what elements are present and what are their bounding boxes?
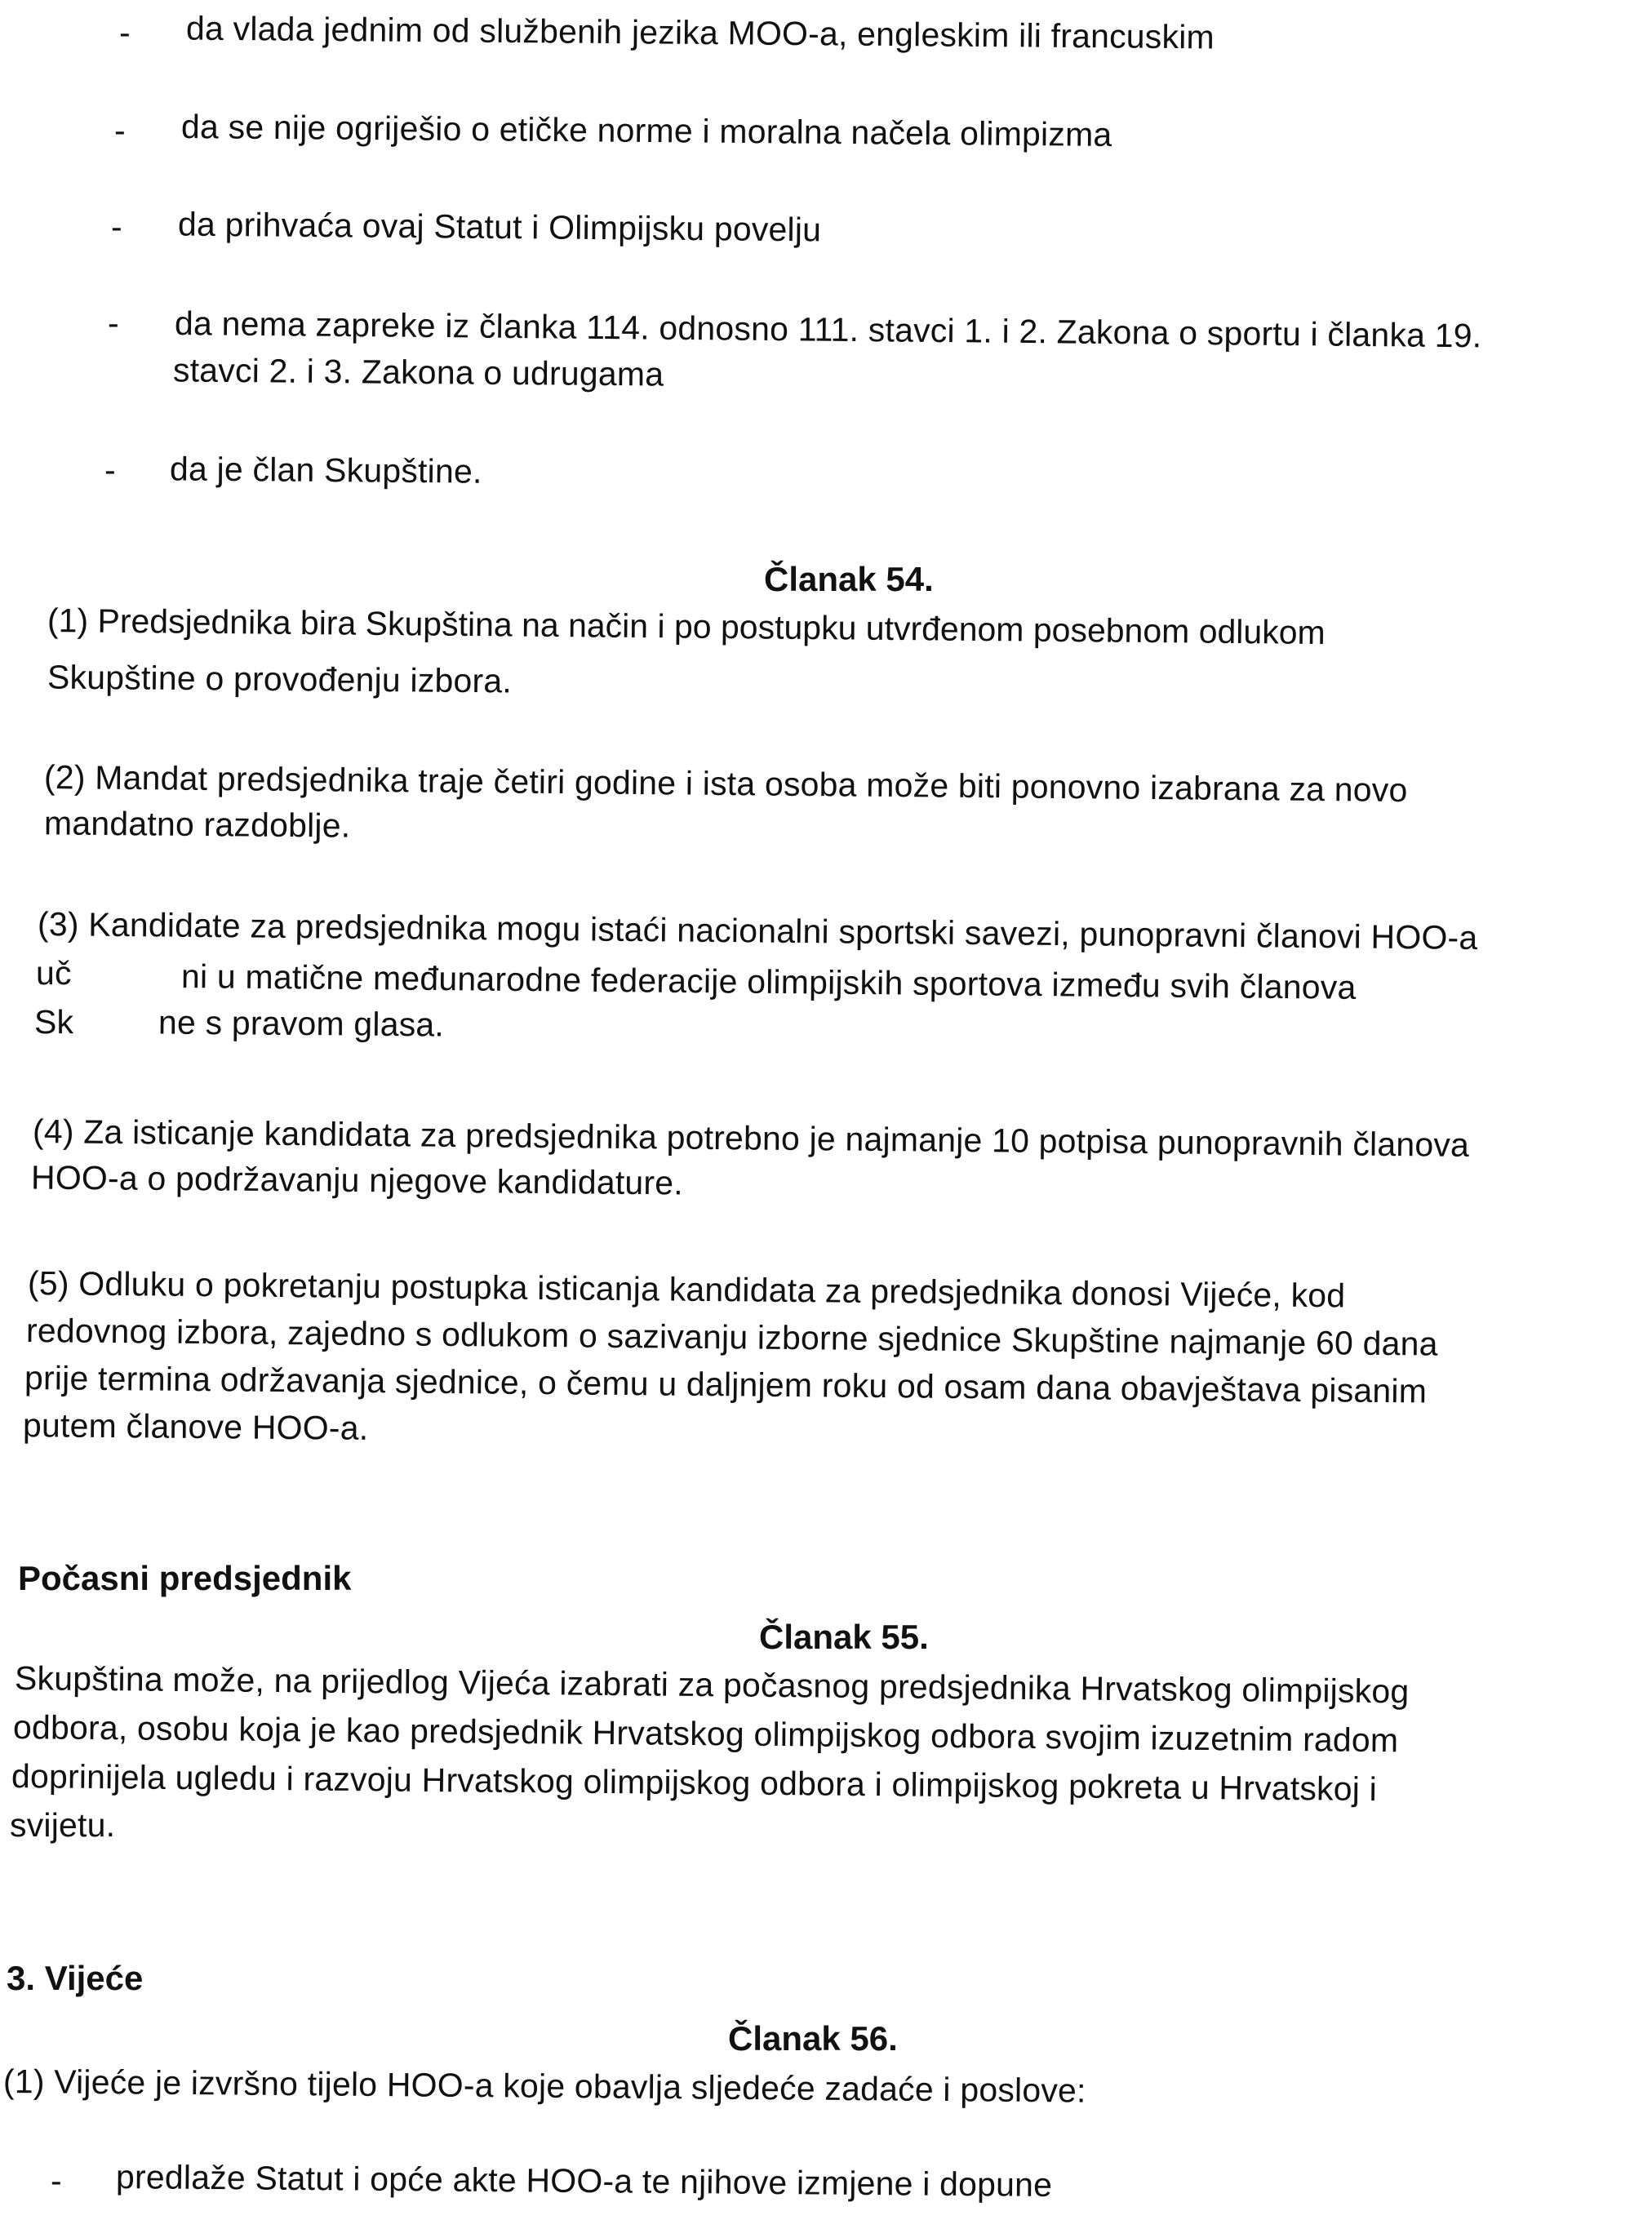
- article-54-p5-line4: putem članove HOO-a.: [22, 1406, 369, 1447]
- list-item: da se nije ogriješio o etičke norme i moralna načela olimpizma: [180, 108, 1112, 153]
- list-item: da prihvaća ovaj Statut i Olimpijsku povelju: [177, 205, 822, 249]
- article-55-line1: Skupština može, na prijedlog Vijeća izabrati za počasnog predsjednika Hrvatskog olimpijskog: [14, 1659, 1410, 1711]
- article-54-p3-line1: (3) Kandidate za predsjednika mogu istaći nacionalni sportski savezi, punopravni članovi HOO-a: [37, 905, 1478, 957]
- list-item: da je član Skupštine.: [169, 450, 482, 491]
- list-item: da vlada jednim od službenih jezika MOO-a, engleskim ili francuskim: [185, 9, 1215, 56]
- article-54-p3-fragment: uč: [36, 954, 72, 992]
- list-item: predlaže Statut i opće akte HOO-a te njihove izmjene i dopune: [115, 2157, 1053, 2204]
- article-55-title: Članak 55.: [759, 1618, 929, 1656]
- article-56-p1: (1) Vijeće je izvršno tijelo HOO-a koje obavlja sljedeće zadaće i poslove:: [2, 2062, 1086, 2110]
- article-54-p5-line1: (5) Odluku o pokretanju postupka isticanja kandidata za predsjednika donosi Vijeće, kod: [27, 1264, 1346, 1315]
- article-54-p4-line2: HOO-a o podržavanju njegove kandidature.: [30, 1158, 684, 1202]
- article-55-line2: odbora, osobu koja je kao predsjednik Hrvatskog olimpijskog odbora svojim izuzetnim radom: [12, 1708, 1399, 1760]
- article-54-p5-line3: prije termina održavanja sjednice, o čemu u daljnjem roku od osam dana obavještava pisanim: [24, 1359, 1428, 1410]
- list-dash: -: [51, 2162, 62, 2200]
- article-54-p4-line1: (4) Za isticanje kandidata za predsjednika potrebno je najmanje 10 potpisa punopravnih članova: [32, 1112, 1470, 1164]
- list-dash: -: [108, 304, 119, 342]
- list-dash: -: [119, 14, 131, 51]
- article-54-p2-line1: (2) Mandat predsjednika traje četiri godine i ista osoba može biti ponovno izabrana za novo: [43, 758, 1408, 810]
- article-54-p1-line2: Skupštine o provođenju izbora.: [47, 658, 513, 700]
- article-54-p3-line3: ne s pravom glasa.: [158, 1003, 445, 1044]
- article-55-line4: svijetu.: [10, 1806, 116, 1844]
- article-54-p3-fragment: Sk: [34, 1003, 74, 1041]
- article-54-p1-line1: [47, 599, 1631, 657]
- list-dash: -: [104, 451, 116, 489]
- article-54-p3-line2: ni u matične međunarodne federacije olimpijskih sportova između svih članova: [180, 957, 1357, 1006]
- list-item: stavci 2. i 3. Zakona o udrugama: [172, 351, 664, 393]
- list-item: da nema zapreke iz članka 114. odnosno 111. stavci 1. i 2. Zakona o sportu i članka 19.: [174, 304, 1482, 355]
- article-56-title: Članak 56.: [728, 2019, 898, 2058]
- article-54-p5-line2: redovnog izbora, zajedno s odlukom o sazivanju izborne sjednice Skupštine najmanje 60 dana: [25, 1312, 1438, 1363]
- section-heading-honorary: Počasni predsjednik: [18, 1559, 352, 1597]
- list-dash: -: [111, 208, 122, 246]
- article-55-line3: doprinijela ugledu i razvoju Hrvatskog olimpijskog odbora i olimpijskog pokreta u Hrvatskoj i: [11, 1757, 1378, 1809]
- section-heading-council: 3. Vijeće: [7, 1959, 144, 1997]
- article-54-p2-line2: mandatno razdoblje.: [43, 804, 351, 845]
- text-line: (1) Predsjednika bira Skupština na način i po postupku utvrđenom posebnom odlukom: [47, 602, 1326, 652]
- article-54-title: Članak 54.: [764, 560, 934, 598]
- list-dash: -: [114, 112, 126, 149]
